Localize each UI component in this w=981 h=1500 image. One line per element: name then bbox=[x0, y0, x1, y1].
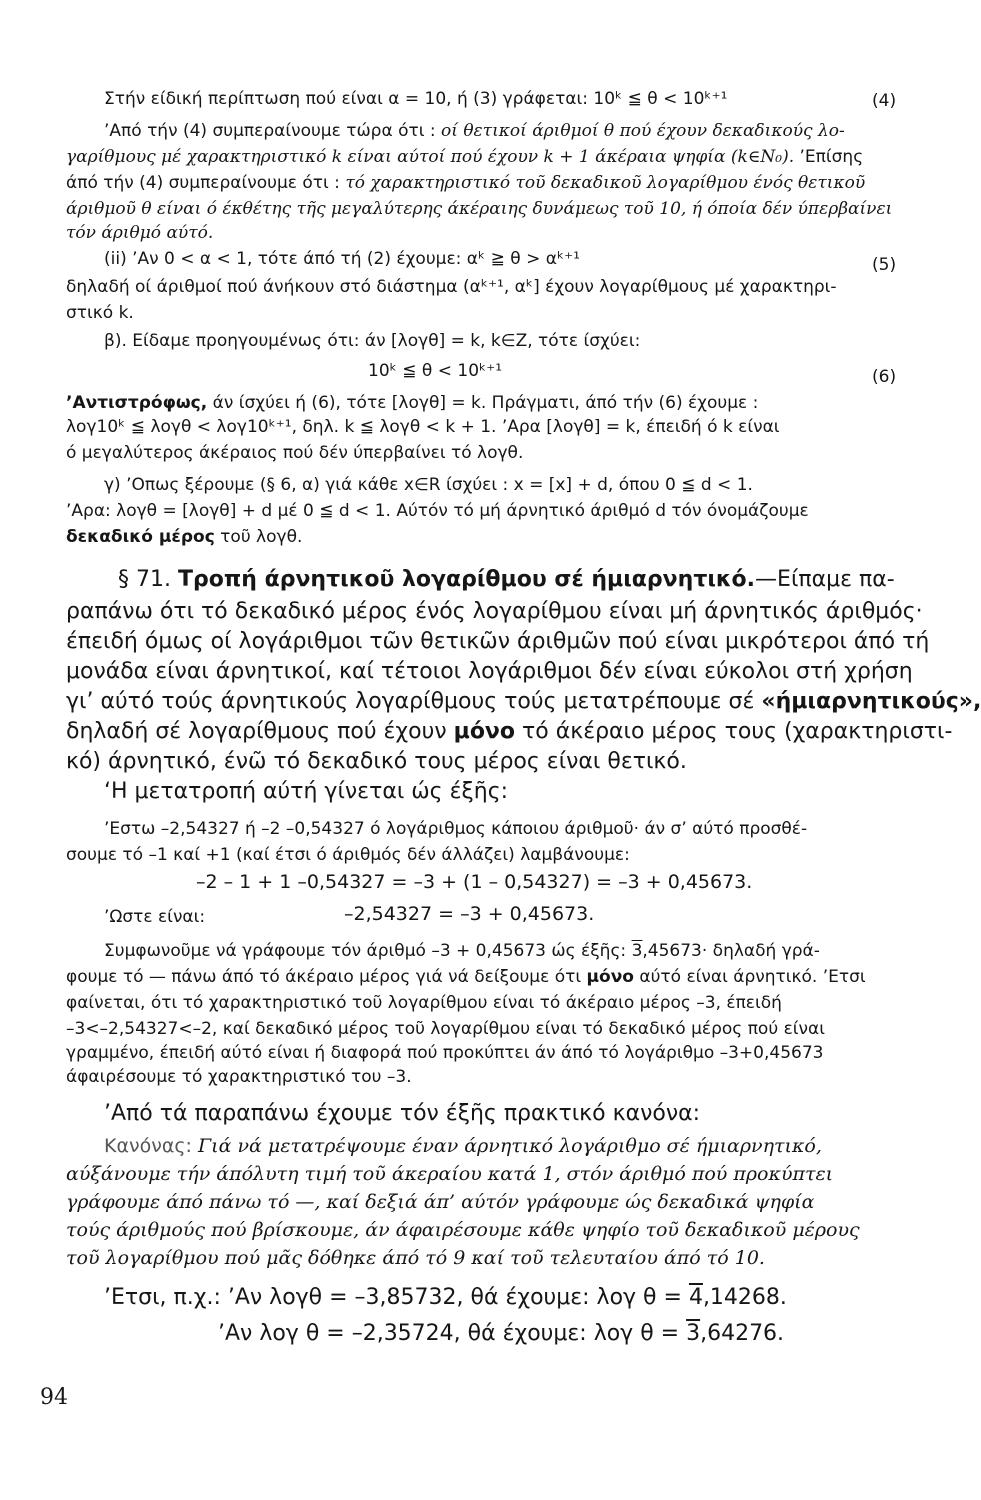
para-line-3: μονάδα είναι άρνητικοί, καί τέτοιοι λογάριθμοι δέν είναι εύκολοι στή χρήση bbox=[66, 659, 913, 684]
bold-text: «ήμιαρνητικούς», bbox=[761, 689, 981, 714]
text: Συμφωνοῦμε νά γράφουμε τόν άριθμό –3 + 0,45673 ώς έξῆς: bbox=[104, 941, 632, 961]
line-17 bbox=[66, 526, 302, 548]
bold-text: ’Αντιστρόφως, bbox=[66, 393, 208, 413]
text: ’Από τήν (4) συμπεραίνουμε τώρα ότι : bbox=[104, 121, 442, 141]
rule-line-4: –3<–2,54327<–2, καί δεκαδικό μέρος τοῦ λογαρίθμου είναι τό δεκαδικό μέρος πού είναι bbox=[66, 1019, 825, 1039]
italic-text: Γιά νά μετατρέψουμε έναν άρνητικό λογάριθμο σέ ήμιαρνητικό, bbox=[191, 1135, 822, 1157]
section-title: Τροπή άρνητικοῦ λογαρίθμου σέ ήμιαρνητικό. bbox=[177, 567, 756, 592]
italic-text: γαρίθμους μέ χαρακτηριστικό k είναι αύτοί πού έχουν k + 1 άκέραια ψηφία (k∈N₀). bbox=[66, 147, 795, 167]
kanonas-line-4: τούς άριθμούς πού βρίσκουμε, άν άφαιρέσουμε κάθε ψηφίο τοῦ δεκαδικοῦ μέρους bbox=[66, 1219, 860, 1241]
kanonas-line-1 bbox=[104, 1134, 822, 1158]
rule-line-2 bbox=[66, 966, 866, 988]
barred-digit: 4 bbox=[688, 1285, 703, 1310]
example-line-1: ’Εστω –2,54327 ή –2 –0,54327 ό λογάριθμος κάποιου άριθμοῦ· άν σ’ αύτό προσθέ- bbox=[104, 819, 808, 839]
line-15: γ) ’Οπως ξέρουμε (§ 6, α) γιά κάθε x∈R ίσχύει : x = [x] + d, όπου 0 ≦ d < 1. bbox=[104, 475, 753, 495]
text: αύτό είναι άρνητικό. ’Ετσι bbox=[633, 967, 866, 987]
section-71-heading bbox=[118, 566, 895, 594]
bold-text: μόνο bbox=[586, 967, 634, 987]
line-14: ό μεγαλύτερος άκέραιος πού δέν ύπερβαίνει τό λογθ. bbox=[66, 443, 524, 463]
text: ,45673· δηλαδή γρά- bbox=[642, 941, 820, 961]
text: ,14268. bbox=[702, 1285, 787, 1310]
equation-number-4: (4) bbox=[872, 91, 897, 111]
rule-label: Κανόνας: bbox=[104, 1135, 192, 1157]
para-line-7: ‘Η μετατροπή αύτή γίνεται ώς έξῆς: bbox=[104, 779, 509, 804]
line-8: δηλαδή οί άριθμοί πού άνήκουν στό διάστημα (αᵏ⁺¹, αᵏ] έχουν λογαρίθμους μέ χαρακτηρι- bbox=[66, 277, 837, 297]
para-line-5 bbox=[66, 718, 952, 746]
line-5: άριθμοῦ θ είναι ό έκθέτης τῆς μεγαλύτερης άκέραιης δυνάμεως τοῦ 10, ή όποία δέν ύπερβαίνει bbox=[66, 199, 893, 219]
example-formula-2: –2,54327 = –3 + 0,45673. bbox=[344, 903, 595, 925]
line-1 bbox=[104, 88, 727, 110]
equation-number-5: (5) bbox=[872, 255, 897, 275]
para-line-6: κό) άρνητικό, ένῶ τό δεκαδικό τους μέρος είναι θετικό. bbox=[66, 749, 687, 774]
text: —Είπαμε πα- bbox=[755, 567, 895, 592]
text: ’Επίσης bbox=[794, 147, 864, 167]
para-line-2: έπειδή όμως οί λογάριθμοι τῶν θετικῶν άριθμῶν πού είναι μικρότεροι άπό τή bbox=[66, 629, 930, 654]
example-final-1 bbox=[104, 1284, 787, 1312]
example-conclusion-label: ’Ωστε είναι: bbox=[104, 907, 206, 927]
text: Στήν είδική περίπτωση πού είναι α = 10, ή (3) γράφεται: 10ᵏ ≦ θ < 10ᵏ⁺¹ bbox=[104, 89, 728, 109]
line-16: ’Αρα: λογθ = [λογθ] + d μέ 0 ≦ d < 1. Αύτόν τό μή άρνητικό άριθμό d τόν όνομάζουμε bbox=[66, 501, 809, 521]
text: ,64276. bbox=[700, 1321, 785, 1346]
line-2 bbox=[104, 120, 845, 142]
line-10: β). Είδαμε προηγουμένως ότι: άν [λογθ] = k, k∈Z, τότε ίσχύει: bbox=[104, 331, 641, 351]
line-9: στικό k. bbox=[66, 303, 134, 323]
kanonas-line-3: γράφουμε άπό πάνω τό —, καί δεξιά άπ’ αύτόν γράφουμε ώς δεκαδικά ψηφία bbox=[66, 1191, 815, 1213]
example-formula-1: –2 – 1 + 1 –0,54327 = –3 + (1 – 0,54327) = –3 + 0,45673. bbox=[196, 871, 753, 893]
text: ’Αν λογ θ = –2,35724, θά έχουμε: λογ θ = bbox=[218, 1321, 687, 1346]
rule-line-6: άφαιρέσουμε τό χαρακτηριστικό του –3. bbox=[66, 1067, 412, 1087]
rule-line-5: γραμμένο, έπειδή αύτό είναι ή διαφορά πού προκύπτει άν άπό τό λογάριθμο –3+0,45673 bbox=[66, 1043, 824, 1063]
text: άν ίσχύει ή (6), τότε [λογθ] = k. Πράγματι, άπό τήν (6) έχουμε : bbox=[207, 393, 759, 413]
line-3 bbox=[66, 146, 863, 168]
text: γι’ αύτό τούς άρνητικούς λογαρίθμους τούς μετατρέπουμε σέ bbox=[66, 689, 762, 714]
line-6: τόν άριθμό αύτό. bbox=[66, 223, 214, 243]
bold-text: δεκαδικό μέρος bbox=[66, 527, 215, 547]
line-7: (ii) ’Αν 0 < α < 1, τότε άπό τή (2) έχουμε: αᵏ ≧ θ > αᵏ⁺¹ bbox=[104, 249, 580, 269]
example-line-2: σουμε τό –1 καί +1 (καί έτσι ό άριθμός δέν άλλάζει) λαμβάνουμε: bbox=[66, 845, 630, 865]
kanonas-line-2: αύξάνουμε τήν άπόλυτη τιμή τοῦ άκεραίου κατά 1, στόν άριθμό πού προκύπτει bbox=[66, 1163, 834, 1185]
section-number: § 71. bbox=[118, 567, 171, 592]
page-number: 94 bbox=[40, 1385, 68, 1410]
text: ’Ετσι, π.χ.: ’Αν λογθ = –3,85732, θά έχουμε: λογ θ = bbox=[104, 1285, 689, 1310]
text: τοῦ λογθ. bbox=[214, 527, 303, 547]
formula-6: 10ᵏ ≦ θ < 10ᵏ⁺¹ bbox=[368, 361, 503, 381]
text: φουμε τό — πάνω άπό τό άκέραιο μέρος γιά νά δείξουμε ότι bbox=[66, 967, 587, 987]
bold-text: μόνο bbox=[453, 719, 516, 744]
kanonas-line-5: τοῦ λογαρίθμου πού μᾶς δόθηκε άπό τό 9 καί τοῦ τελευταίου άπό τό 10. bbox=[66, 1247, 765, 1269]
line-13: λογ10ᵏ ≦ λογθ < λογ10ᵏ⁺¹, δηλ. k ≦ λογθ < k + 1. ’Αρα [λογθ] = k, έπειδή ό k είναι bbox=[66, 417, 780, 437]
rule-line-3: φαίνεται, ότι τό χαρακτηριστικό τοῦ λογαρίθμου είναι τό άκέραιο μέρος –3, έπειδή bbox=[66, 993, 782, 1013]
para-line-4 bbox=[66, 688, 981, 716]
italic-text: τό χαρακτηριστικό τοῦ δεκαδικοῦ λογαρίθμου ένός θετικοῦ bbox=[345, 173, 866, 193]
line-12 bbox=[66, 392, 758, 414]
barred-digit: 3 bbox=[686, 1321, 701, 1346]
example-final-2 bbox=[218, 1320, 784, 1348]
para-line-1: ραπάνω ότι τό δεκαδικό μέρος ένός λογαρίθμου είναι μή άρνητικός άριθμός· bbox=[66, 599, 923, 624]
equation-number-6: (6) bbox=[872, 367, 897, 387]
rule-intro: ’Από τά παραπάνω έχουμε τόν έξῆς πρακτικό κανόνα: bbox=[104, 1101, 701, 1126]
rule-line-1 bbox=[104, 940, 820, 962]
line-4 bbox=[66, 172, 865, 194]
text: άπό τήν (4) συμπεραίνουμε ότι : bbox=[66, 173, 346, 193]
text: δηλαδή σέ λογαρίθμους πού έχουν bbox=[66, 719, 454, 744]
italic-text: οί θετικοί άριθμοί θ πού έχουν δεκαδικούς λο- bbox=[441, 121, 845, 141]
barred-digit: 3 bbox=[631, 941, 643, 961]
text: τό άκέραιο μέρος τους (χαρακτηριστι- bbox=[515, 719, 953, 744]
